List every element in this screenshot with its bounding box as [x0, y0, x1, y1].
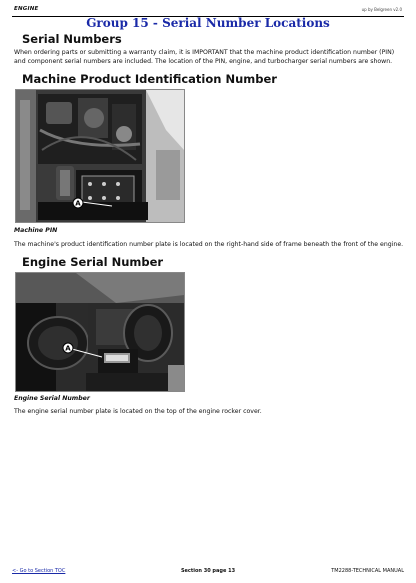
- page-footer: [12, 566, 404, 578]
- generator-note: up by Belgreen v2.0: [361, 7, 402, 12]
- machine-pin-callout: A: [75, 199, 81, 208]
- serial-numbers-paragraph: When ordering parts or submitting a warranty claim, it is IMPORTANT that the machine product identification number (PIN) and component serial numbers are included. The location of the PIN, engine, and turbocharger serial numbers are shown.: [14, 49, 395, 66]
- machine-pin-heading: Machine Product Identification Number: [22, 72, 277, 86]
- manual-name: TM2288-TECHNICAL MANUAL: [331, 568, 404, 574]
- machine-pin-caption: Machine PIN: [14, 227, 58, 234]
- engine-serial-photo: [15, 272, 185, 392]
- machine-pin-photo: [15, 89, 185, 223]
- engine-serial-paragraph: The engine serial number plate is located on the top of the engine rocker cover.: [14, 408, 262, 415]
- machine-pin-paragraph: The machine's product identification number plate is located on the right-hand side of frame beneath the front of the engine.: [14, 241, 404, 248]
- engine-serial-caption: Engine Serial Number: [14, 395, 90, 402]
- page-number: Section 30 page 13: [180, 568, 236, 574]
- section-toc-link[interactable]: <- Go to Section TOC: [12, 568, 66, 574]
- engine-serial-callout: A: [65, 344, 71, 353]
- page-title: Group 15 - Serial Number Locations: [86, 16, 330, 30]
- section-label: ENGINE: [14, 6, 39, 12]
- engine-serial-heading: Engine Serial Number: [22, 255, 164, 269]
- serial-numbers-heading: Serial Numbers: [22, 32, 122, 46]
